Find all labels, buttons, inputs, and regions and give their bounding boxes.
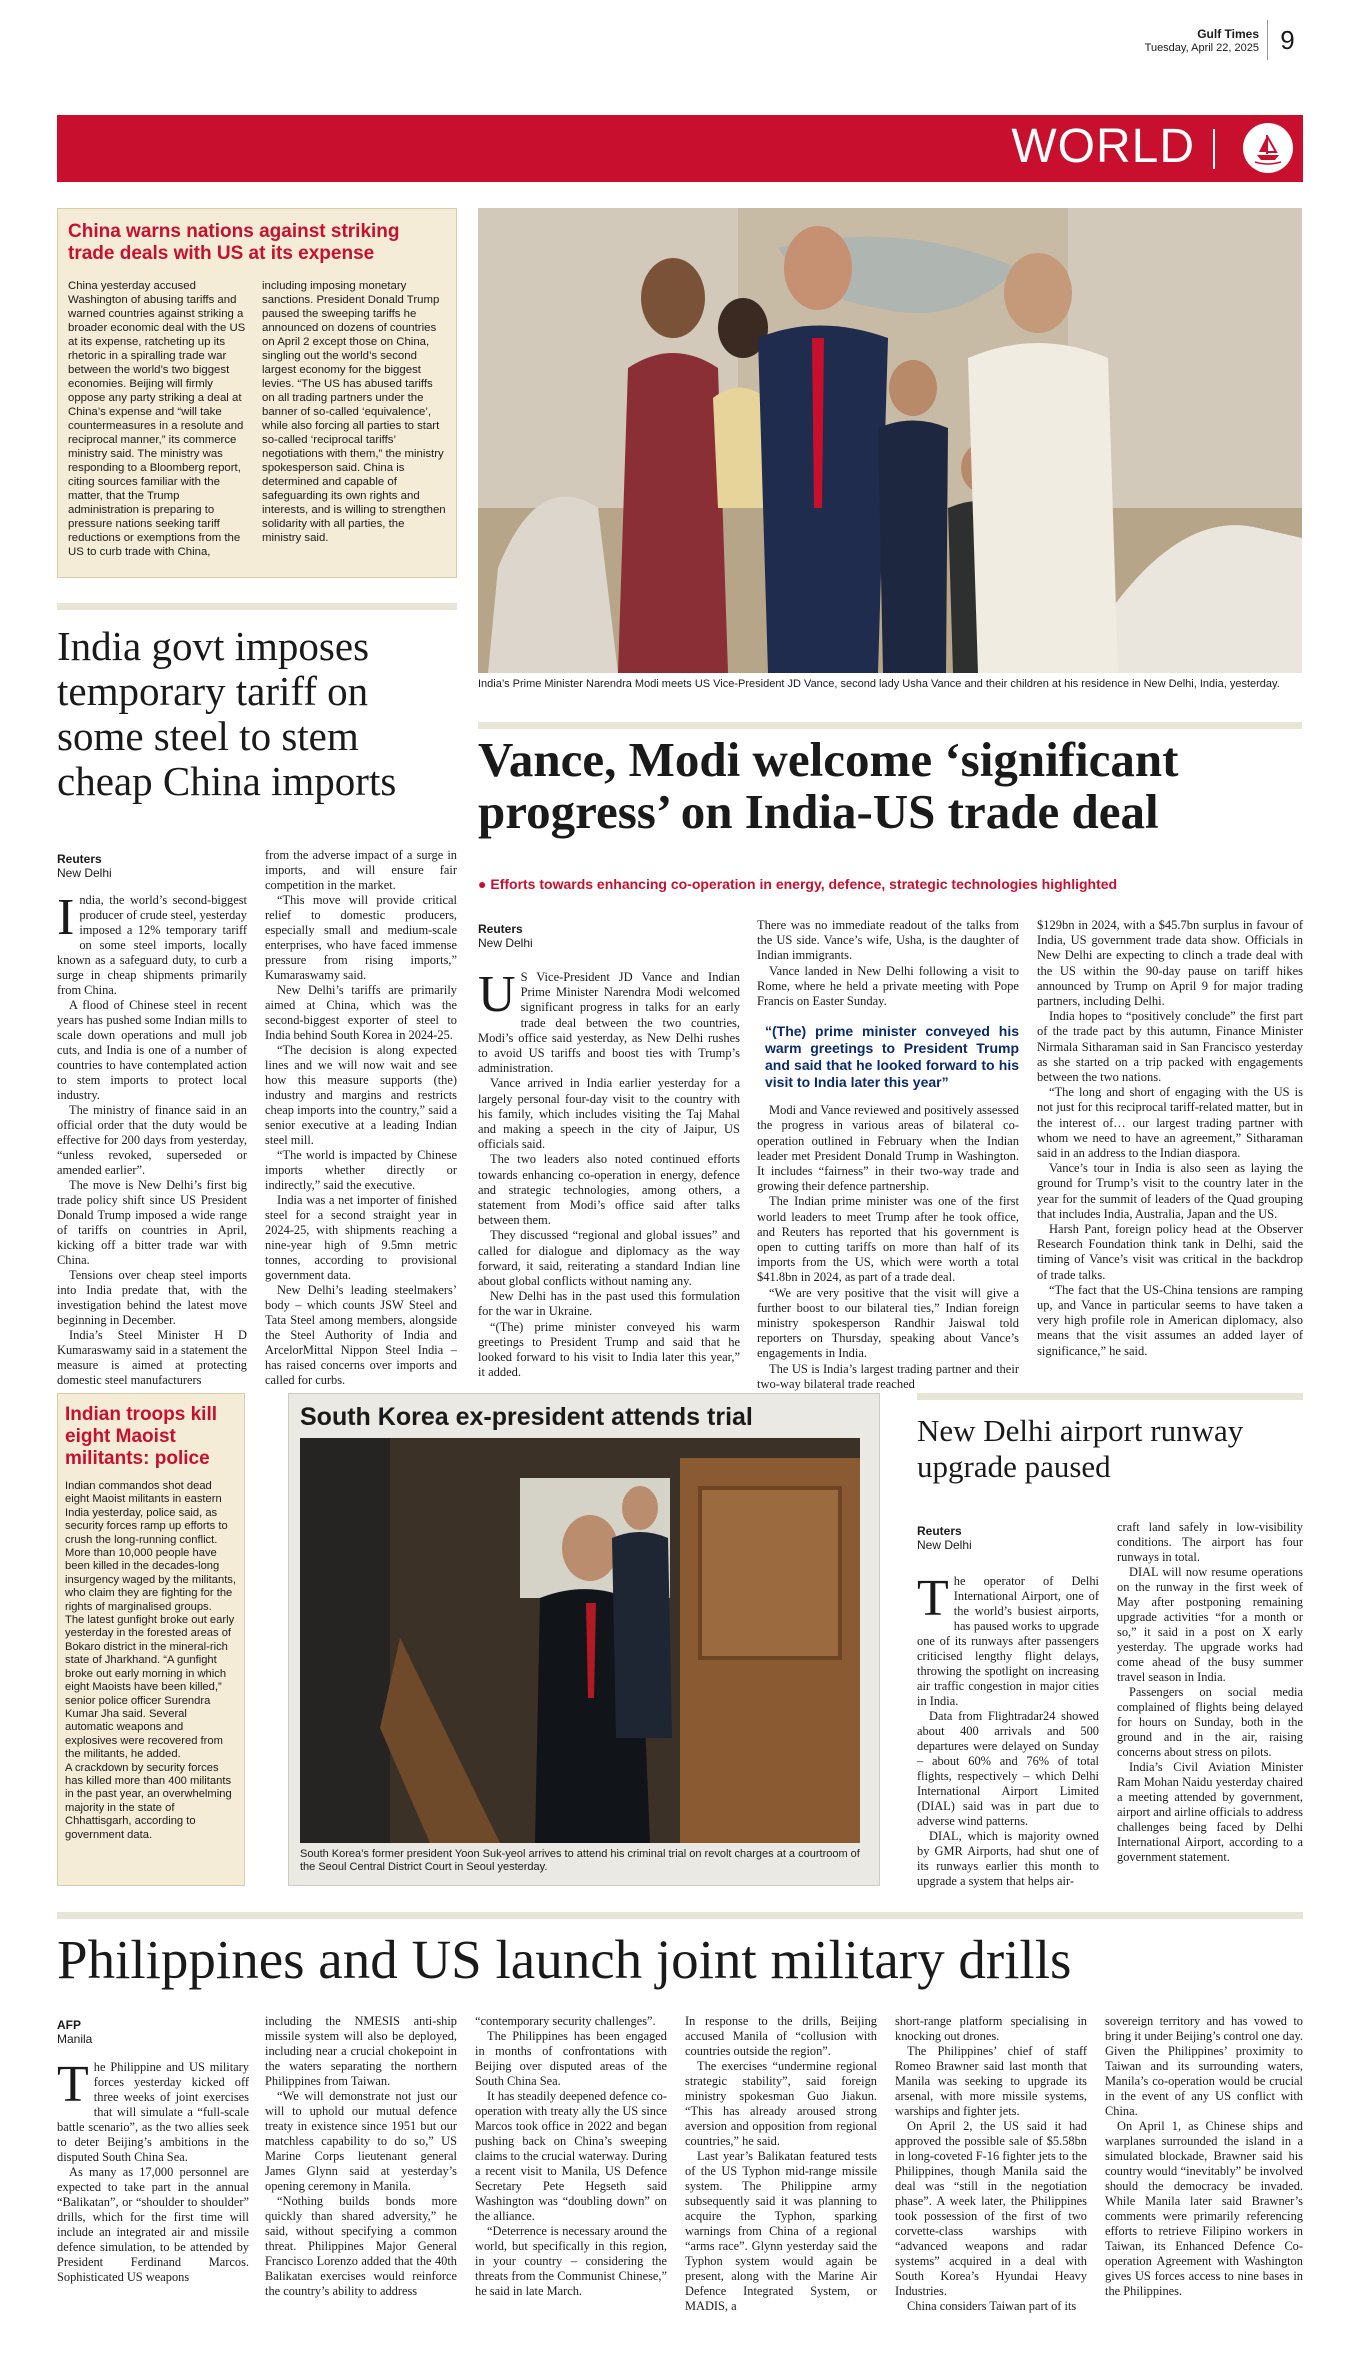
vance-col-2 <box>757 918 1019 1392</box>
airport-top-rule <box>917 1393 1303 1400</box>
steel-para: India’s Steel Minister H D Kumaraswamy said in a statement the measure is aimed at protecting domestic steel manufacturers <box>57 1328 247 1387</box>
vance-byline <box>478 922 738 950</box>
airport-agency: Reuters <box>917 1524 962 1538</box>
airport-para: Data from Flightradar24 showed about 400 arrivals and 500 departures were delayed on Sunday – about 60% and 76% of total flights, respectively – which Delhi International Airport Limited (DIAL) said was in part due to adverse wind patterns. <box>917 1709 1099 1828</box>
steel-para: “The world is impacted by Chinese imports whether directly or indirectly,” said the executive. <box>265 1148 457 1192</box>
philippines-para: As many as 17,000 personnel are expected to take part in the annual “Balikatan”, or “shoulder to shoulder” drills, which for the first time will include an integrated air and missile defence simulation, to be attended by President Ferdinand Marcos. Sophisticated US weapons <box>57 2165 249 2284</box>
vance-agency: Reuters <box>478 922 523 936</box>
philippines-col-2 <box>265 2014 457 2299</box>
philippines-para: he Philippine and US military forces yesterday kicked off three weeks of joint exercises that will simulate a “full-scale battle scenario”, as the two allies seek to deter Beijing’s ambitions in the disputed South China Sea. <box>57 2060 249 2164</box>
china-trade-box <box>57 208 457 578</box>
ship-logo-icon <box>1243 123 1293 173</box>
airport-para: DIAL, which is majority owned by GMR Airports, had shut one of its runways earlier this month to upgrade a system that helps air- <box>917 1829 1099 1888</box>
vance-pullquote: “(The) prime minister conveyed his warm greetings to President Trump and said that he looked forward to his visit to India later this year” <box>765 1023 1019 1091</box>
philippines-para: On April 2, the US said it had approved the possible sale of $5.58bn in long-coveted F-16 fighter jets to the Philippines, though Manila said the deal was “still in the negotiation phase”. A week later, the Philippines took possession of the first of two corvette-class warships with “advanced weapons and radar systems” acquired in a deal with South Korea’s Hyundai Heavy Industries. <box>895 2119 1087 2298</box>
philippines-para: short-range platform specialising in knocking out drones. <box>895 2014 1087 2043</box>
vance-para: $129bn in 2024, with a $45.7bn surplus in favour of India, US government trade data show. Officials in New Delhi are expecting to clinch a trade deal with the US within the 90-day pause on tariff hikes announced by Trump on April 9 for major trading partners, including Delhi. <box>1037 918 1303 1009</box>
vance-para: The Indian prime minister was one of the first world leaders to meet Trump after he took office, and Reuters has reported that his government is open to cutting tariffs on more than half of its imports from the US, which were worth a total $41.8bn in 2024, as part of a trade deal. <box>757 1194 1019 1285</box>
steel-col-2 <box>265 848 457 1388</box>
steel-para: New Delhi’s leading steelmakers’ body – which counts JSW Steel and Tata Steel among members, alongside the Steel Authority of India and ArcelorMittal Nippon Steel India – has raised concerns over imports and called for curbs. <box>265 1283 457 1387</box>
vance-dropcap: U <box>478 966 516 1023</box>
vance-para: Harsh Pant, foreign policy head at the Observer Research Foundation think tank in Delhi, said the timing of Vance’s visit was critical in the backdrop of trade talks. <box>1037 1222 1303 1282</box>
vance-dateline: New Delhi <box>478 936 533 950</box>
steel-para: ndia, the world’s second-biggest producer of crude steel, yesterday imposed a 12% temporary tariff on some steel imports, locally known as a safeguard duty, to curb a surge in cheap shipments primarily from China. <box>57 893 247 997</box>
vance-para: “The fact that the US-China tensions are ramping up, and Vance in particular seems to have taken a very high profile role in American diplomacy, also means that the visit assumes an added layer of significance,” he said. <box>1037 1282 1303 1358</box>
airport-dropcap: T <box>917 1570 949 1627</box>
philippines-col-5 <box>895 2014 1087 2314</box>
vance-para: Vance landed in New Delhi following a visit to Rome, where he held a private meeting with Pope Francis on Easter Sunday. <box>757 963 1019 1009</box>
vance-top-rule <box>478 722 1302 729</box>
maoist-headline: Indian troops kill eight Maoist militants: police <box>65 1404 218 1469</box>
philippines-para: The Philippines’ chief of staff Romeo Brawner said last month that Manila was seeking to upgrade its arsenal, with more missile systems, warships and fighter jets. <box>895 2044 1087 2118</box>
vance-para: “(The) prime minister conveyed his warm greetings to President Trump and said that he looked forward to his visit to India later this year,” it added. <box>478 1319 740 1380</box>
philippines-para: China considers Taiwan part of its <box>907 2299 1077 2313</box>
airport-para: DIAL will now resume operations on the runway in the first week of May after postponing remaining upgrade activities “for a month or so,” it said in a post on X early yesterday. The upgrade works had come ahead of the busy summer travel season in India. <box>1117 1565 1303 1684</box>
airport-para: India’s Civil Aviation Minister Ram Mohan Naidu yesterday chaired a meeting attended by government, airport and airline officials to address challenges being faced by Delhi International Airport, according to a government statement. <box>1117 1760 1303 1864</box>
philippines-col-4 <box>685 2014 877 2314</box>
korea-photo-caption: South Korea’s former president Yoon Suk-yeol arrives to attend his criminal trial on revolt charges at a courtroom of the Seoul Central District Court in Seoul yesterday. <box>300 1848 860 1873</box>
philippines-dateline: Manila <box>57 2032 93 2046</box>
philippines-para: “Nothing builds bonds more quickly than shared adversity,” he said, without specifying a common threat. Philippines Major General Francisco Lorenzo added that the 40th Balikatan exercises would reinforce the country’s ability to address <box>265 2194 457 2298</box>
issue-date: Tuesday, April 22, 2025 <box>1144 42 1259 54</box>
airport-col-1 <box>917 1570 1099 1889</box>
china-col-1: China yesterday accused Washington of abusing tariffs and warned countries against striking a broader economic deal with the US at its expense, ratcheting up its rhetoric in a spiralling trade war between the world’s two biggest economies. Beijing will firmly oppose any party striking a deal at China’s expense and “will take countermeasures in a resolute and reciprocal manner,” its commerce ministry said. The ministry was responding to a Bloomberg report, citing sources familiar with the matter, that the Trump administration is preparing to pressure nations seeking tariff reductions or exemptions from the US to curb trade with China, <box>68 280 246 558</box>
section-title: WORLD <box>1011 120 1195 173</box>
philippines-top-rule <box>57 1912 1303 1919</box>
airport-para: craft land safely in low-visibility conditions. The airport has four runways in total. <box>1117 1520 1303 1564</box>
vance-para: S Vice-President JD Vance and Indian Prime Minister Narendra Modi welcomed significant progress in talks for an early trade deal between the two countries, Modi’s office said yesterday, as New Delhi rushes to avoid US tariffs and boost ties with Trump’s administration. <box>478 970 740 1076</box>
vance-para: New Delhi has in the past used this formulation for the war in Ukraine. <box>478 1289 740 1319</box>
steel-dropcap: I <box>57 889 75 946</box>
philippines-col-1 <box>57 2056 249 2285</box>
vance-photo-caption: India’s Prime Minister Narendra Modi meets US Vice-President JD Vance, second lady Usha Vance and their children at his residence in New Delhi, India, yesterday. <box>478 678 1280 690</box>
steel-para: The ministry of finance said in an official order that the duty would be effective for 200 days from yesterday, “unless revoked, superseded or amended earlier”. <box>57 1103 247 1177</box>
steel-agency: Reuters <box>57 852 102 866</box>
steel-para: “This move will provide critical relief to domestic producers, especially small and medium-scale enterprises, who have faced immense pressure from rising imports,” Kumaraswamy said. <box>265 893 457 982</box>
philippines-para: Last year’s Balikatan featured tests of the US Typhon mid-range missile system. The Philippine army subsequently said it was planning to acquire the Typhon, sparking warnings from China of a regional “arms race”. Glynn yesterday said the Typhon system would again be present, along with the Marine Air Defence Integrated System, or MADIS, a <box>685 2149 877 2313</box>
philippines-para: including the NMESIS anti-ship missile system will also be deployed, including near a crucial chokepoint in the waters separating the northern Philippines from Taiwan. <box>265 2014 457 2088</box>
philippines-headline: Philippines and US launch joint military drills <box>57 1929 1072 1990</box>
steel-para: A flood of Chinese steel in recent years has pushed some Indian mills to scale down operations and mull job cuts, and India is one of a number of countries to have contemplated action to stem imports to protect local industry. <box>57 998 247 1102</box>
maoist-para: A crackdown by security forces has killed more than 400 militants in the past year, an overwhelming majority in the state of Chhattisgarh, according to government data. <box>65 1761 232 1841</box>
steel-byline <box>57 852 247 880</box>
steel-para: The move is New Delhi’s first big trade policy shift since US President Donald Trump imposed a wide range of tariffs on countries in April, kicking off a bitter trade war with China. <box>57 1178 247 1267</box>
china-col-2: including imposing monetary sanctions. President Donald Trump paused the sweeping tariffs he announced on dozens of countries on April 2 except those on China, singling out the world’s second largest economy for the biggest levies. “The US has abused tariffs on all trading partners under the banner of so-called ‘equivalence’, while also forcing all parties to start so-called ‘reciprocal tariffs’ negotiations with them,” the ministry spokesperson said. China is determined and capable of safeguarding its own rights and interests, and is willing to strengthen solidarity with all parties, the ministry said. <box>262 280 446 544</box>
korea-photo <box>300 1438 860 1843</box>
philippines-para: The Philippines has been engaged in months of confrontations with Beijing over disputed areas of the South China Sea. <box>475 2029 667 2088</box>
philippines-col-3 <box>475 2014 667 2299</box>
philippines-para: “Deterrence is necessary around the world, but specifically in this region, in your country – considering the threats from the Communist Chinese,” he said in late March. <box>475 2224 667 2298</box>
vance-para: There was no immediate readout of the talks from the US side. Vance’s wife, Usha, is the daughter of Indian immigrants. <box>757 918 1019 963</box>
airport-para: Passengers on social media complained of flights being delayed for hours on Sunday, both in the ground and in the air, raising concerns about stress on pilots. <box>1117 1685 1303 1759</box>
vance-subhead <box>478 876 1308 892</box>
vance-para: “The long and short of engaging with the US is not just for this reciprocal tariff-related matter, but in the interest of… our largest trading partner with whom we need to have an agreement,” Sitharaman said in an address to the Indian diaspora. <box>1037 1085 1303 1161</box>
steel-para: from the adverse impact of a surge in imports, and will ensure fair competition in the market. <box>265 848 457 892</box>
maoist-para: Indian commandos shot dead eight Maoist militants in eastern India yesterday, police said, as security forces ramp up efforts to crush the long-running conflict. More than 10,000 people have been killed in the decades-long insurgency waged by the militants, who claim they are fighting for the rights of marginalised groups. <box>65 1480 237 1613</box>
philippines-agency: AFP <box>57 2018 81 2032</box>
vance-para: “We are very positive that the visit will give a further boost to our bilateral ties,” Indian foreign ministry spokesperson Randhir Jaiswal told reporters on Thursday, speaking about Vance’s engagements in India. <box>757 1285 1019 1361</box>
steel-dateline: New Delhi <box>57 866 112 880</box>
philippines-para: On April 1, as Chinese ships and warplanes surrounded the island in a simulated blockade, Brawner said his country would “inevitably” be involved should the democracy be invaded. While Manila later said Brawner’s comments were primarily referencing efforts to retrieve Filipino workers in Taiwan, its Enhanced Defence Co-operation Agreement with Washington gives US forces access to nine bases in the Philippines. <box>1105 2119 1303 2298</box>
philippines-para: sovereign territory and has vowed to bring it under Beijing’s control one day. Given the Philippines’ proximity to Taiwan and its surrounding waters, Manila’s co-operation would be crucial in the event of any US conflict with China. <box>1105 2014 1303 2118</box>
vance-modi-photo <box>478 208 1302 673</box>
philippines-byline <box>57 2018 247 2046</box>
airport-byline <box>917 1524 1097 1552</box>
steel-para: New Delhi’s tariffs are primarily aimed at China, which was the second-biggest exporter of steel to India behind South Korea in 2024-25. <box>265 983 457 1042</box>
vance-para: The two leaders also noted continued efforts towards enhancing co-operation in energy, defence and strategic technologies, among others, a statement from Modi’s office said after talks between them. <box>478 1152 740 1228</box>
china-headline: China warns nations against striking trade deals with US at its expense <box>68 221 400 264</box>
philippines-col-6 <box>1105 2014 1303 2299</box>
section-banner <box>57 115 1303 182</box>
steel-top-rule <box>57 603 457 610</box>
vance-para: Vance arrived in India earlier yesterday for a largely personal four-day visit to the country with his family, which includes visiting the Taj Mahal and making a speech in the city of Jaipur, US officials said. <box>478 1076 740 1152</box>
vance-para: The US is India’s largest trading partner and their two-way bilateral trade reached <box>757 1361 1019 1391</box>
philippines-para: The exercises “undermine regional strategic stability”, said foreign ministry spokesman Guo Jiakun. “This has already aroused strong aversion and opposition from regional countries,” he said. <box>685 2059 877 2148</box>
airport-dateline: New Delhi <box>917 1538 972 1552</box>
airport-para: he operator of Delhi International Airport, one of the world’s busiest airports, has paused works to upgrade one of its runways after passengers criticised lengthy flight delays, throwing the spotlight on increasing air traffic congestion in major cities in India. <box>917 1574 1099 1708</box>
airport-col-2 <box>1117 1520 1303 1865</box>
korea-headline: South Korea ex-president attends trial <box>300 1403 753 1431</box>
vance-subhead-text: Efforts towards enhancing co-operation in energy, defence, strategic technologies highlighted <box>490 876 1118 892</box>
masthead-info <box>1145 28 1259 55</box>
vance-col-1 <box>478 966 740 1380</box>
steel-col-1 <box>57 889 247 1388</box>
philippines-para: It has steadily deepened defence co-operation with treaty ally the US since Marcos took office in 2022 and began pushing back on China’s sweeping claims to the crucial waterway. During a recent visit to Manila, US Defence Secretary Pete Hegseth said Washington was “doubling down” on the alliance. <box>475 2089 667 2223</box>
philippines-para: “We will demonstrate not just our will to uphold our mutual defence treaty in existence since 1951 but our matchless capability to do so,” US Marine Corps lieutenant general James Glynn said at yesterday’s opening ceremony in Manila. <box>265 2089 457 2193</box>
steel-para: Tensions over cheap steel imports into India predate that, with the investigation behind the latest move beginning in December. <box>57 1268 247 1327</box>
banner-divider <box>1213 129 1215 169</box>
steel-para: “The decision is along expected lines and we will now wait and see how this measure supports (the) industry and margins and restricts cheap imports into the country,” said a senior executive at a leading Indian steel mill. <box>265 1043 457 1147</box>
vance-headline: Vance, Modi welcome ‘significant progress’ on India-US trade deal <box>478 732 1179 839</box>
steel-para: India was a net importer of finished steel for a second straight year in 2024-25, with shipments reaching a nine-year high of 9.5mn metric tonnes, according to provisional government data. <box>265 1193 457 1282</box>
page-number: 9 <box>1267 20 1307 60</box>
philippines-dropcap: T <box>57 2056 89 2113</box>
vance-col-3 <box>1037 918 1303 1359</box>
airport-headline: New Delhi airport runway upgrade paused <box>917 1413 1244 1484</box>
vance-para: They discussed “regional and global issues” and called for dialogue and diplomacy as the way forward, it said, reiterating a standard Indian line about global conflicts without naming any. <box>478 1228 740 1289</box>
philippines-para: “contemporary security challenges”. <box>475 2014 656 2028</box>
paper-name: Gulf Times <box>1197 27 1259 41</box>
maoist-para: The latest gunfight broke out early yesterday in the forested areas of Bokaro district in the mineral-rich state of Jharkhand. “A gunfight broke out early morning in which eight Maoists have been killed,” senior police officer Surendra Kumar Jha said. Several automatic weapons and explosives were recovered from the militants, he added. <box>65 1614 235 1761</box>
maoist-box <box>57 1393 245 1886</box>
vance-para: Vance’s tour in India is also seen as laying the ground for Trump’s visit to the country later in the year for the summit of leaders of the Quad grouping that includes India, Australia, Japan and the US. <box>1037 1161 1303 1221</box>
steel-headline: India govt imposes temporary tariff on some steel to stem cheap China imports <box>57 623 397 804</box>
vance-para: Modi and Vance reviewed and positively assessed the progress in various areas of bilateral co-operation outlined in February when the Indian leader met President Donald Trump in Washington. It includes “fairness” in their two-way trade and growing their defence partnership. <box>757 1103 1019 1194</box>
vance-para: India hopes to “positively conclude” the first part of the trade pact by this autumn, Finance Minister Nirmala Sitharaman said in San Francisco yesterday as she started on a trip packed with engagements between the two nations. <box>1037 1009 1303 1085</box>
bullet-icon: ● <box>478 876 487 892</box>
philippines-para: In response to the drills, Beijing accused Manila of “collusion with countries outside the region”. <box>685 2014 877 2058</box>
